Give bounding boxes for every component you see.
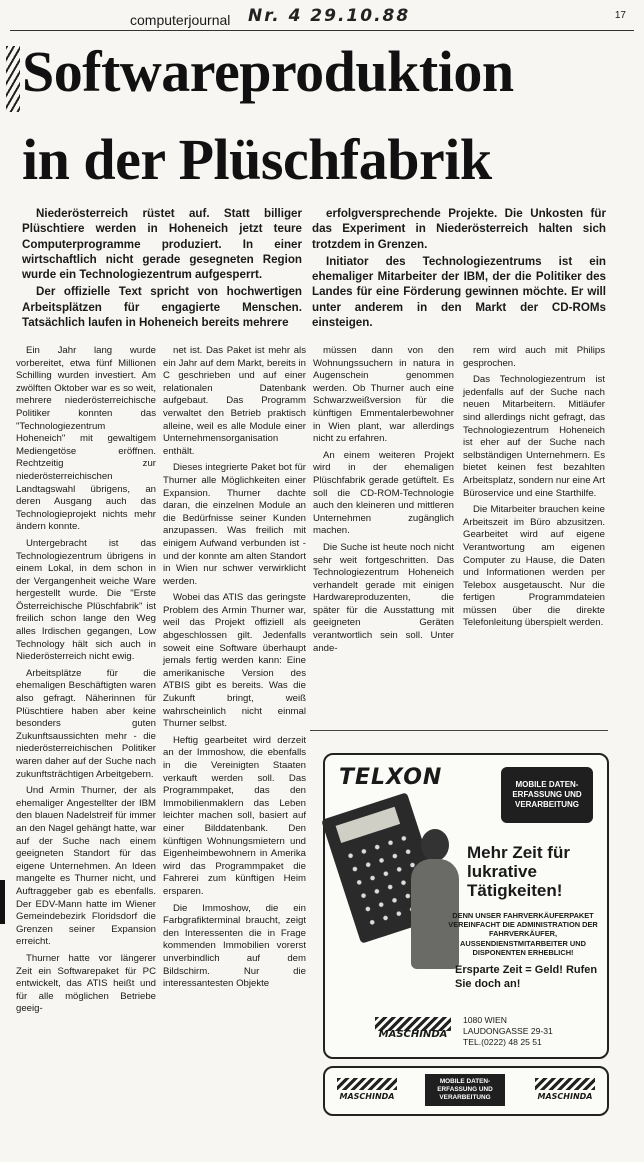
paragraph: Heftig gearbeitet wird derzeit an der Immoshow, die ebenfalls in die Vereinigten Staaten verkauft werden soll. Das Programmpaket, das den Immobilienmaklern das Leben leichter machen soll, basiert auf einer Bilddatenbank. Den künftigen Wohnungsmietern und Eigenheimbewohnern in Amerika wird das Programmpaket die Fahrerei zum künftigen Heim ersparen. xyxy=(163,734,306,897)
paragraph: Untergebracht ist das Technologiezentrum übrigens in einem Lokal, in dem schon in der Vergangenheit weiche Ware hergestellt wurde. Die "Erste Österreichische Plüschfabrik" ist freilich schon lange den Weg alles Irdischen gegangen, Low Technology hält sich auch in Niederösterreich nicht ewig. xyxy=(16,537,156,663)
ad-slogan: Ersparte Zeit = Geld! Rufen Sie doch an! xyxy=(455,964,598,990)
title-hatch-decoration xyxy=(6,46,20,112)
banner-badge: MOBILE DATEN-ERFASSUNG UND VERARBEITUNG xyxy=(425,1074,505,1106)
handwritten-issue-note: Nr. 4 29.10.88 xyxy=(248,6,411,26)
paragraph: net ist. Das Paket ist mehr als ein Jahr auf dem Markt, bereits in C geschrieben und auf einer relationalen Datenbank aufgebaut. Das Programm verwaltet den Betrieb praktisch alleine, weil es alle Module einer Unternehmensorganisation enthält. xyxy=(163,345,306,457)
article-title-line-2: in der Plüschfabrik xyxy=(22,127,492,192)
ad-headline: Mehr Zeit für lukrative Tätigkeiten! xyxy=(467,843,570,900)
article-end-rule xyxy=(310,730,608,731)
address-line: LAUDONGASSE 29-31 xyxy=(463,1026,553,1036)
ad-badge: MOBILE DATEN-ERFASSUNG UND VERARBEITUNG xyxy=(501,767,593,823)
paragraph: Arbeitsplätze für die ehemaligen Beschäftigten waren also gefragt. Näherinnen für Plüschtiere haben aber keine besonders guten Zukunftsaussichten mehr - die niederösterreichischen Politiker waren daher auf der Suche nach zukunftsträchtigen Arbeitgebern. xyxy=(16,667,156,780)
publication-name: computerjournal xyxy=(130,12,231,28)
telxon-logo: TELXON xyxy=(339,765,443,790)
figure-head xyxy=(421,829,449,861)
lead-right xyxy=(312,206,606,332)
telxon-advertisement xyxy=(323,753,609,1059)
paragraph: Die Suche ist heute noch nicht sehr weit fortgeschritten. Das Technologiezentrum Hoheneich verhandelt gerade mit einigen Hardwareproduzenten, die später für die Ausstattung mit geeigneten Geräten verantwortlich sein soll. Unter ande- xyxy=(313,541,454,654)
address-line: TEL.(0222) 48 25 51 xyxy=(463,1037,542,1047)
paragraph: Das Technologiezentrum ist jedenfalls auf der Suche nach neuen Mitarbeitern. Mitläufer sind allerdings nicht gefragt, das Technologiezentrum Hoheneich ist eher auf der Suche nach selbständigen Unternehmern. Es bietet keinen fest bezahlten Arbeitsplatz, sondern nur eine Art Büroservice und eine Starthilfe. xyxy=(463,374,605,499)
body-column-1 xyxy=(16,345,156,1020)
ad-address xyxy=(463,1015,553,1048)
article-title-line-1: Softwareproduktion xyxy=(22,39,514,104)
address-line: 1080 WIEN xyxy=(463,1015,507,1025)
maschinda-logo-left: MASCHINDA xyxy=(337,1078,397,1104)
maschinda-logo: MASCHINDA xyxy=(375,1017,451,1043)
lead-left xyxy=(22,206,302,332)
page-header xyxy=(10,6,634,31)
paragraph: Thurner hatte vor längerer Zeit ein Softwarepaket für PC entwickelt, das ATIS heißt und für alle möglichen Betriebe geeig- xyxy=(16,952,156,1015)
lead-paragraph: Der offizielle Text spricht von hochwertigen Arbeitsplätzen für engagierte Menschen. Tatsächlich laufen in Hoheneich bereits mehrere xyxy=(22,285,302,330)
body-column-4 xyxy=(463,345,605,634)
paragraph: Die Mitarbeiter brauchen keine Arbeitszeit im Büro abzusitzen. Gearbeitet wird auf eigene Verantwortung am eigenen Computer zu Hause, die Daten und Informationen werden per Telebox ausgetauscht. Nur die fertigen Programmdateien müssen über die direkte Telefonleitung überspielt werden. xyxy=(463,504,605,629)
paragraph: Wobei das ATIS das geringste Problem des Armin Thurner war, weil das Projekt offiziell als abgeschlossen gilt. Jedenfalls soweit eine Software überhaupt jemals fertig werden kann: Eine amerikanische Version des ATBIS gibt es bereits. Was die Zukunft bringt, weiß wahrscheinlich nicht einmal Thurner selbst. xyxy=(163,592,306,730)
paragraph: Dieses integrierte Paket bot für Thurner alle Möglichkeiten einer Expansion. Thurner dachte daran, die einzelnen Module an die Bedürfnisse seiner Kunden anzupassen. Was freilich mit einigem Aufwand verbunden ist - und der konnte am alten Standort in Wien nur schwer verwirklicht werden. xyxy=(163,462,306,587)
maschinda-banner-advertisement xyxy=(323,1066,609,1116)
lead-paragraph: erfolgversprechende Projekte. Die Unkosten für das Experiment in Niederösterreich halten sich trotzdem in Grenzen. xyxy=(312,207,606,251)
paragraph: An einem weiteren Projekt wird in der ehemaligen Plüschfabrik gerade getüftelt. Es soll die CD-ROM-Technologie auch den kleineren und mittleren Unternehmen zugänglich machen. xyxy=(313,449,454,537)
lead-paragraph: Initiator des Technologiezentrums ist ein ehemaliger Mitarbeiter der IBM, der die Politiker des Landes für eine Förderung gewinnen möchte. Er will unter anderem in den Markt der CD-ROMs einsteigen. xyxy=(312,254,606,330)
page-number: 17 xyxy=(614,10,626,21)
body-column-2 xyxy=(163,345,306,995)
ad-body-text: DENN UNSER FAHRVERKÄUFERPAKET VEREINFACHT DIE ADMINISTRATION DER FAHRVERKÄUFER, AUSSENDIENSTMITARBEITER UND DISPONENTEN ERHEBLICH! xyxy=(448,911,598,957)
scan-edge-mark xyxy=(0,880,5,924)
paragraph: Die Immoshow, die ein Farbgrafikterminal braucht, zeigt den Interessenten die in Frage kommenden Immobilien vorerst unverbindlich auf dem Bildschirm. Nur die interessantesten Objekte xyxy=(163,902,306,990)
paragraph: Ein Jahr lang wurde vorbereitet, etwa fünf Millionen Schilling wurden investiert. Am zwölften Oktober war es so weit, mehrere niederösterreichische Politiker konnten das "Technologiezentrum Hoheneich" mit gewaltigem Mediengetöse eröffnen. Rechtzeitig zur niederösterreichischen Landtagswahl übrigens, an deren Ausgang auch das Technologieprojekt nichts mehr ändern konnte. xyxy=(16,345,156,533)
maschinda-logo-right: MASCHINDA xyxy=(535,1078,595,1104)
lead-paragraph: Niederösterreich rüstet auf. Statt billiger Plüschtiere werden in Hoheneich jetzt teure Computerprogramme produziert. In einer wirtschaftlich nicht gerade gesegneten Region wurde ein Technologiezentrum aufgesperrt. xyxy=(22,207,302,282)
paragraph: müssen dann von den Wohnungssuchern in natura in Augenschein genommen werden. Ob Thurner auch eine Schwarzweißversion für die künftigen Emmentalerbewohner in Wien plant, war allerdings nicht zu erfahren. xyxy=(313,345,454,445)
paragraph: Und Armin Thurner, der als ehemaliger Angestellter der IBM den blauen Nadelstreif für immer an den Nagel gehängt hatte, war auf der Suche nach einem geeigneten Standort für das eigene Unternehmen. An Ideen mangelte es Thurner nicht, und Auftraggeber gab es ebenfalls. Der EDV-Mann hatte im Wiener Gemeindebezirk Floridsdorf die Grenzen seiner Expansion erreicht. xyxy=(16,785,156,948)
paragraph: rem wird auch mit Philips gesprochen. xyxy=(463,345,605,369)
body-column-3 xyxy=(313,345,454,659)
